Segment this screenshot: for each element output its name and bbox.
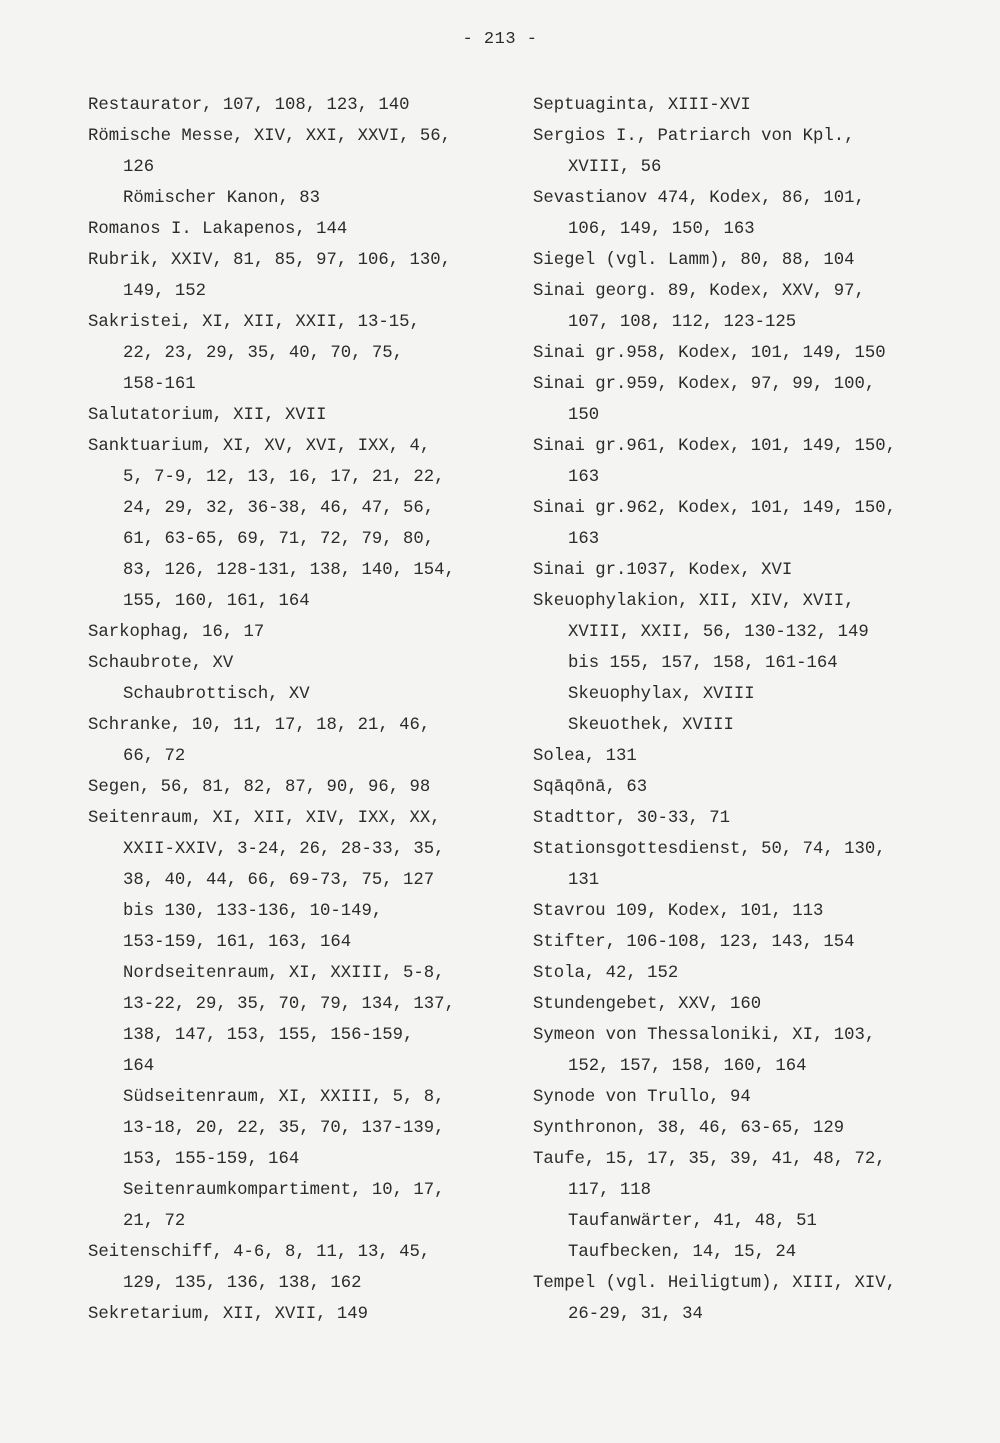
index-entry-line: Siegel (vgl. Lamm), 80, 88, 104: [533, 251, 855, 270]
page-number: - 213 -: [462, 30, 538, 49]
index-entry-line: Römische Messe, XIV, XXI, XXVI, 56,: [88, 127, 451, 146]
index-entry-line: Romanos I. Lakapenos, 144: [88, 220, 348, 239]
index-entry-line: Seitenraum, XI, XII, XIV, IXX, XX,: [88, 809, 441, 828]
index-entry-line: bis 155, 157, 158, 161-164: [568, 654, 838, 673]
index-entry-line: XVIII, XXII, 56, 130-132, 149: [568, 623, 869, 642]
index-entry-line: 107, 108, 112, 123-125: [568, 313, 797, 332]
index-entry-line: 138, 147, 153, 155, 156-159,: [123, 1026, 414, 1045]
index-entry-line: Skeuophylax, XVIII: [568, 685, 755, 704]
index-entry-line: 13-18, 20, 22, 35, 70, 137-139,: [123, 1119, 445, 1138]
index-column-left: [88, 90, 518, 1330]
index-entry-line: 149, 152: [123, 282, 206, 301]
index-entry-line: 13-22, 29, 35, 70, 79, 134, 137,: [123, 995, 455, 1014]
index-entry-line: 164: [123, 1057, 155, 1076]
index-entry-line: 117, 118: [568, 1181, 651, 1200]
index-entry-line: 153-159, 161, 163, 164: [123, 933, 352, 952]
index-entry-line: Sinai gr.961, Kodex, 101, 149, 150,: [533, 437, 896, 456]
index-column-right: [533, 90, 973, 1330]
index-entry-line: Sergios I., Patriarch von Kpl.,: [533, 127, 855, 146]
index-entry-line: 150: [568, 406, 600, 425]
index-entry-line: 163: [568, 468, 600, 487]
index-entry-line: Sanktuarium, XI, XV, XVI, IXX, 4,: [88, 437, 431, 456]
index-entry-line: Sinai gr.962, Kodex, 101, 149, 150,: [533, 499, 896, 518]
index-entry-line: Schaubrottisch, XV: [123, 685, 310, 704]
index-entry-line: Segen, 56, 81, 82, 87, 90, 96, 98: [88, 778, 431, 797]
index-entry-line: 152, 157, 158, 160, 164: [568, 1057, 807, 1076]
index-entry-line: Rubrik, XXIV, 81, 85, 97, 106, 130,: [88, 251, 451, 270]
index-entry-line: Stationsgottesdienst, 50, 74, 130,: [533, 840, 886, 859]
index-entry-line: 158-161: [123, 375, 196, 394]
index-entry-line: Septuaginta, XIII-XVI: [533, 96, 751, 115]
index-entry-line: Sekretarium, XII, XVII, 149: [88, 1305, 369, 1324]
index-entry-line: XXII-XXIV, 3-24, 26, 28-33, 35,: [123, 840, 445, 859]
index-entry-line: XVIII, 56: [568, 158, 662, 177]
index-entry-line: Stadttor, 30-33, 71: [533, 809, 731, 828]
index-entry-line: 83, 126, 128-131, 138, 140, 154,: [123, 561, 455, 580]
index-entry-line: 26-29, 31, 34: [568, 1305, 703, 1324]
index-entry-line: Taufe, 15, 17, 35, 39, 41, 48, 72,: [533, 1150, 886, 1169]
index-entry-line: Stifter, 106-108, 123, 143, 154: [533, 933, 855, 952]
index-entry-line: Tempel (vgl. Heiligtum), XIII, XIV,: [533, 1274, 896, 1293]
index-entry-line: Sevastianov 474, Kodex, 86, 101,: [533, 189, 865, 208]
index-entry-line: 153, 155-159, 164: [123, 1150, 300, 1169]
index-entry-line: Seitenraumkompartiment, 10, 17,: [123, 1181, 445, 1200]
index-entry-line: Stundengebet, XXV, 160: [533, 995, 762, 1014]
index-entry-line: Sakristei, XI, XII, XXII, 13-15,: [88, 313, 420, 332]
index-entry-line: Skeuophylakion, XII, XIV, XVII,: [533, 592, 855, 611]
index-entry-line: Synthronon, 38, 46, 63-65, 129: [533, 1119, 845, 1138]
index-entry-line: Synode von Trullo, 94: [533, 1088, 751, 1107]
index-entry-line: Südseitenraum, XI, XXIII, 5, 8,: [123, 1088, 445, 1107]
index-entry-line: Sinai gr.1037, Kodex, XVI: [533, 561, 793, 580]
index-entry-line: Stola, 42, 152: [533, 964, 679, 983]
index-entry-line: 22, 23, 29, 35, 40, 70, 75,: [123, 344, 404, 363]
index-entry-line: 24, 29, 32, 36-38, 46, 47, 56,: [123, 499, 435, 518]
index-entry-line: bis 130, 133-136, 10-149,: [123, 902, 383, 921]
index-entry-line: Sinai gr.958, Kodex, 101, 149, 150: [533, 344, 886, 363]
index-entry-line: Salutatorium, XII, XVII: [88, 406, 327, 425]
index-entry-line: 5, 7-9, 12, 13, 16, 17, 21, 22,: [123, 468, 445, 487]
index-entry-line: Skeuothek, XVIII: [568, 716, 734, 735]
index-entry-line: Stavrou 109, Kodex, 101, 113: [533, 902, 824, 921]
index-entry-line: 38, 40, 44, 66, 69-73, 75, 127: [123, 871, 435, 890]
index-entry-line: Taufanwärter, 41, 48, 51: [568, 1212, 817, 1231]
index-entry-line: 61, 63-65, 69, 71, 72, 79, 80,: [123, 530, 435, 549]
index-entry-line: Römischer Kanon, 83: [123, 189, 321, 208]
index-entry-line: Sqāqōnā, 63: [533, 778, 648, 797]
index-entry-line: Sinai georg. 89, Kodex, XXV, 97,: [533, 282, 865, 301]
index-entry-line: Symeon von Thessaloniki, XI, 103,: [533, 1026, 876, 1045]
index-entry-line: 126: [123, 158, 155, 177]
index-entry-line: Restaurator, 107, 108, 123, 140: [88, 96, 410, 115]
index-entry-line: 163: [568, 530, 600, 549]
index-entry-line: Nordseitenraum, XI, XXIII, 5-8,: [123, 964, 445, 983]
index-entry-line: 21, 72: [123, 1212, 186, 1231]
index-entry-line: Seitenschiff, 4-6, 8, 11, 13, 45,: [88, 1243, 431, 1262]
index-entry-line: Taufbecken, 14, 15, 24: [568, 1243, 797, 1262]
index-entry-line: Schaubrote, XV: [88, 654, 234, 673]
index-entry-line: Sarkophag, 16, 17: [88, 623, 265, 642]
index-entry-line: Schranke, 10, 11, 17, 18, 21, 46,: [88, 716, 431, 735]
index-entry-line: 106, 149, 150, 163: [568, 220, 755, 239]
index-entry-line: 129, 135, 136, 138, 162: [123, 1274, 362, 1293]
index-entry-line: 131: [568, 871, 600, 890]
index-entry-line: 155, 160, 161, 164: [123, 592, 310, 611]
index-entry-line: Sinai gr.959, Kodex, 97, 99, 100,: [533, 375, 876, 394]
index-entry-line: 66, 72: [123, 747, 186, 766]
index-entry-line: Solea, 131: [533, 747, 637, 766]
